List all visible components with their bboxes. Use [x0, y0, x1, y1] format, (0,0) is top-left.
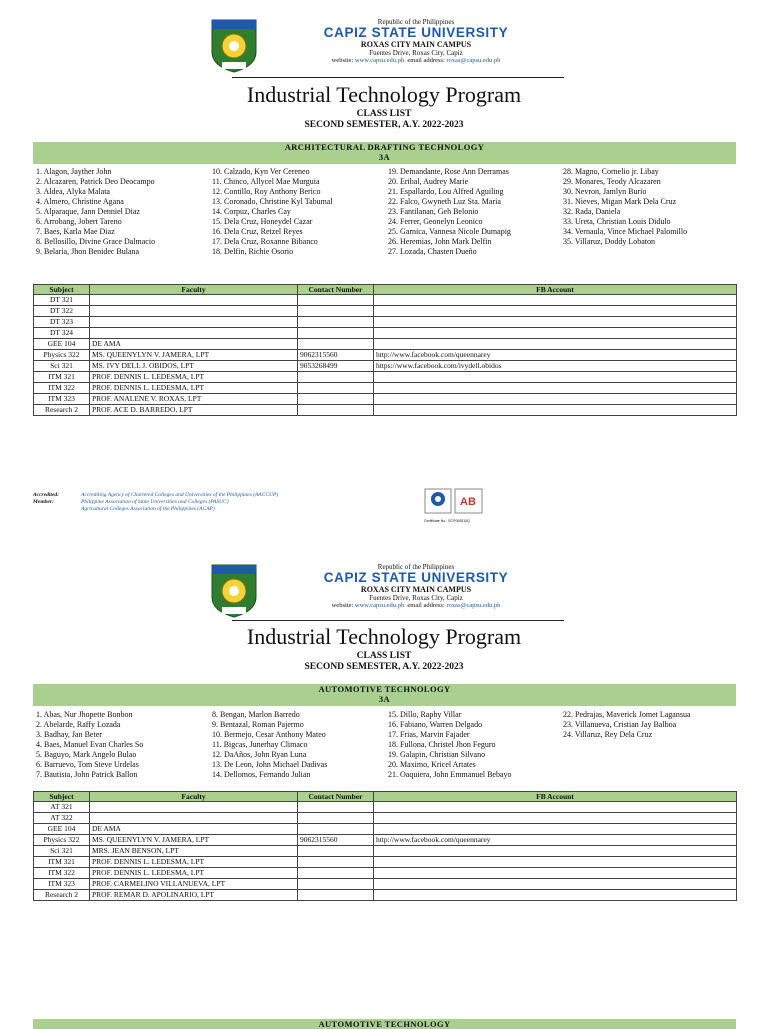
student-name: 23. Fantilanan, Geh Belonio [388, 207, 479, 216]
university-seal-icon [210, 563, 258, 619]
student-name: 7. Baes, Karla Mae Diaz [36, 227, 115, 236]
subject-cell: ITM 322 [34, 868, 90, 879]
class-list-title: CLASS LIST [356, 651, 412, 661]
student-name: 14. Corpuz, Charles Cay [212, 207, 291, 216]
contact-cell [298, 813, 374, 824]
subject-cell: Sci 321 [34, 846, 90, 857]
subject-cell: DT 324 [34, 328, 90, 339]
student-column [36, 710, 143, 780]
table-row [34, 824, 737, 835]
contact-cell [298, 339, 374, 350]
student-column [388, 710, 512, 780]
student-name: 27. Lozada, Chasten Dueño [388, 247, 477, 256]
fb-cell [374, 846, 737, 857]
fb-cell [374, 405, 737, 416]
certification-badge-icon [424, 488, 484, 514]
contact-cell: 9062315560 [298, 835, 374, 846]
faculty-cell: PROF. DENNIS L. LEDESMA, LPT [90, 868, 298, 879]
fb-cell[interactable]: http://www.facebook.com/queennarey [374, 350, 737, 361]
accreditation-block: Accredited: Accrediting Agency of Chartered Colleges and Universities of the Philippines (AACCUP) Member: Philippine Association of State Universities and Colleges (PASUC) Agricultural Colleges Association of the Philippines (ACAP) [33, 492, 279, 512]
header-divider [232, 620, 564, 621]
student-list-automotive [36, 710, 736, 782]
fb-cell [374, 328, 737, 339]
faculty-cell: MRS. JEAN BENSON, LPT [90, 846, 298, 857]
student-name: 23. Villanueva, Cristian Jay Balboa [563, 720, 677, 729]
table-row [34, 813, 737, 824]
subject-cell: DT 321 [34, 295, 90, 306]
student-column [212, 710, 327, 780]
contact-cell [298, 372, 374, 383]
student-name: 8. Bengan, Marlon Barredo [212, 710, 300, 719]
subject-header: Subject [34, 285, 90, 295]
table-row [34, 295, 737, 306]
fb-cell [374, 394, 737, 405]
student-name: 19. Demandante, Rose Ann Derramas [388, 167, 509, 176]
student-name: 7. Bautista, John Patrick Ballon [36, 770, 138, 779]
fb-cell [374, 306, 737, 317]
student-column [563, 710, 691, 740]
table-row [34, 846, 737, 857]
table-row [34, 383, 737, 394]
student-name: 4. Almero, Christine Agana [36, 197, 124, 206]
faculty-cell: PROF. DENNIS L. LEDESMA, LPT [90, 857, 298, 868]
contact-cell [298, 879, 374, 890]
faculty-cell: MS. QUEENYLYN V. JAMERA, LPT [90, 350, 298, 361]
subject-cell: GEE 104 [34, 824, 90, 835]
subject-cell: ITM 323 [34, 879, 90, 890]
contact-line: website: www.capsu.edu.ph email address: roxas@capsu.edu.ph [331, 57, 501, 64]
student-name: 34. Vernaula, Vince Michael Palomillo [563, 227, 688, 236]
course-band-architectural: ARCHITECTURAL DRAFTING TECHNOLOGY 3A [33, 142, 736, 164]
faculty-cell [90, 813, 298, 824]
contact-cell: 9053268499 [298, 361, 374, 372]
student-name: 16. Fabiano, Warren Delgado [388, 720, 483, 729]
student-name: 14. Dellomos, Fernando Julian [212, 770, 311, 779]
faculty-cell: MS. QUEENYLYN V. JAMERA, LPT [90, 835, 298, 846]
contact-cell [298, 317, 374, 328]
student-name: 25. Garnica, Vannesa Nicole Dumapig [388, 227, 511, 236]
university-seal-icon [210, 18, 258, 74]
student-name: 18. Delfin, Richie Osorio [212, 247, 294, 256]
faculty-cell: DE AMA [90, 339, 298, 350]
student-name: 1. Alagon, Jayther John [36, 167, 112, 176]
fb-cell [374, 824, 737, 835]
student-name: 28. Magno, Cornelio jr. Libay [563, 167, 659, 176]
student-name: 17. Frias, Marvin Fajader [388, 730, 470, 739]
student-name: 6. Arrobang, Jobert Tareno [36, 217, 122, 226]
student-name: 31. Nieves, Migan Mark Dela Cruz [563, 197, 677, 206]
fb-cell [374, 890, 737, 901]
student-name: 4. Baes, Manuel Evan Charles So [36, 740, 144, 749]
contact-cell [298, 383, 374, 394]
faculty-cell [90, 306, 298, 317]
student-name: 26. Heremias, John Mark Delfin [388, 237, 492, 246]
student-name: 2. Abelarde, Raffy Lozada [36, 720, 121, 729]
student-name: 15. Dillo, Raphy Villar [388, 710, 462, 719]
student-name: 29. Monares, Teody Alcazaren [563, 177, 661, 186]
subject-cell: Research 2 [34, 890, 90, 901]
svg-text:AB: AB [460, 496, 476, 508]
fb-cell [374, 372, 737, 383]
table-row [34, 857, 737, 868]
header-divider [232, 77, 564, 78]
student-name: 13. Coronado, Christine Kyl Tabumal [212, 197, 333, 206]
contact-header: Contact Number [298, 285, 374, 295]
student-column [563, 167, 687, 247]
student-name: 10. Calzado, Kyn Ver Cereneo [212, 167, 310, 176]
student-name: 10. Bermejo, Cesar Anthony Mateo [212, 730, 326, 739]
table-row [34, 405, 737, 416]
student-column [36, 167, 155, 257]
student-list-architectural [36, 167, 736, 259]
subject-cell: AT 321 [34, 802, 90, 813]
student-name: 20. Maximo, Kricel Artates [388, 760, 476, 769]
fb-cell [374, 879, 737, 890]
student-name: 30. Nevron, Jamlyn Burio [563, 187, 647, 196]
faculty-cell: DE AMA [90, 824, 298, 835]
subject-cell: DT 322 [34, 306, 90, 317]
fb-header: FB Account [374, 792, 737, 802]
contact-cell [298, 857, 374, 868]
student-name: 32. Rada, Daniela [563, 207, 621, 216]
student-name: 15. Dela Cruz, Honeydel Cazar [212, 217, 313, 226]
subject-cell: ITM 323 [34, 394, 90, 405]
faculty-cell: PROF. CARMELINO VILLANUEVA, LPT [90, 879, 298, 890]
student-name: 9. Belaria, Jhon Benidec Bulana [36, 247, 140, 256]
semester-title: SECOND SEMESTER, A.Y. 2022-2023 [304, 662, 464, 672]
table-row [34, 306, 737, 317]
fb-cell [374, 317, 737, 328]
student-name: 24. Ferrer, Geonelyn Leonico [388, 217, 483, 226]
table-row [34, 394, 737, 405]
student-name: 2. Alcazaren, Patrick Deo Deocampo [36, 177, 155, 186]
student-name: 18. Fullona, Christel Jhon Feguro [388, 740, 496, 749]
table-row [34, 317, 737, 328]
website-link[interactable]: www.capsu.edu.ph [354, 57, 405, 64]
student-name: 3. Badhay, Jan Beter [36, 730, 102, 739]
subject-cell: AT 322 [34, 813, 90, 824]
subject-cell: ITM 321 [34, 372, 90, 383]
fb-cell [374, 339, 737, 350]
fb-cell [374, 383, 737, 394]
table-row [34, 868, 737, 879]
contact-cell [298, 890, 374, 901]
student-name: 12. Contillo, Roy Anthony Berico [212, 187, 321, 196]
email-link[interactable]: roxas@capsu.edu.ph [446, 57, 501, 64]
course-band-next: AUTOMOTIVE TECHNOLOGY [33, 1019, 736, 1029]
contact-cell [298, 394, 374, 405]
fb-header: FB Account [374, 285, 737, 295]
student-name: 22. Pedrajas, Maverick Jomet Lagansua [563, 710, 691, 719]
student-name: 13. De Leon, John Michael Dadivas [212, 760, 328, 769]
republic-line: Republic of the Philippines [377, 18, 455, 26]
subject-cell: Sci 321 [34, 361, 90, 372]
subject-cell: DT 323 [34, 317, 90, 328]
faculty-cell: PROF. ACE D. BARREDO, LPT [90, 405, 298, 416]
student-name: 3. Aldea, Alyka Malata [36, 187, 110, 196]
fb-cell [374, 868, 737, 879]
fb-cell [374, 857, 737, 868]
faculty-cell: PROF. REMAR D. APOLINARIO, LPT [90, 890, 298, 901]
subject-cell: ITM 321 [34, 857, 90, 868]
subject-cell: Physics 322 [34, 835, 90, 846]
program-title: Industrial Technology Program [246, 82, 522, 107]
letterhead: Republic of the Philippines CAPIZ STATE UNIVERSITY ROXAS CITY MAIN CAMPUS Fuentes Drive, Roxas City, Capiz website: www.capsu.edu.ph email address: roxas@capsu.edu.ph [210, 563, 565, 643]
contact-cell [298, 868, 374, 879]
student-name: 33. Ureta, Christian Louis Didulo [563, 217, 671, 226]
student-name: 21. Espallardo, Lou Alfred Aguiling [388, 187, 504, 196]
email-link[interactable]: roxas@capsu.edu.ph [446, 602, 501, 609]
class-list-title: CLASS LIST [356, 109, 412, 119]
student-name: 11. Bigcas, Junerhay Climaco [212, 740, 308, 749]
table-row [34, 361, 737, 372]
certification-logos [424, 488, 484, 523]
fb-cell[interactable]: https://www.facebook.com/ivydell.obidos [374, 361, 737, 372]
student-name: 16. Dela Cruz, Retzel Reyes [212, 227, 303, 236]
fb-cell [374, 813, 737, 824]
faculty-cell: PROF. DENNIS L. LEDESMA, LPT [90, 372, 298, 383]
faculty-cell [90, 802, 298, 813]
faculty-cell: PROF. ANALENE V. ROXAS, LPT [90, 394, 298, 405]
student-column [388, 167, 511, 257]
course-band-automotive: AUTOMOTIVE TECHNOLOGY 3A [33, 684, 736, 706]
student-name: 17. Dela Cruz, Roxanne Bibanco [212, 237, 318, 246]
faculty-cell: MS. IVY DELL J. OBIDOS, LPT [90, 361, 298, 372]
student-name: 8. Bellosillo, Divine Grace Dalmacio [36, 237, 156, 246]
table-row [34, 835, 737, 846]
subject-cell: Research 2 [34, 405, 90, 416]
contact-cell [298, 405, 374, 416]
student-name: 21. Oaquiera, John Emmanuel Bebayo [388, 770, 512, 779]
contact-cell [298, 306, 374, 317]
contact-cell [298, 824, 374, 835]
table-row [34, 802, 737, 813]
student-name: 5. Alparaque, Jann Denniel Diaz [36, 207, 140, 216]
student-column [212, 167, 333, 257]
student-name: 35. Villaruz, Doddy Lobaton [563, 237, 656, 246]
fb-cell [374, 295, 737, 306]
faculty-cell [90, 328, 298, 339]
table-row [34, 372, 737, 383]
student-name: 9. Bentazal, Roman Pajermo [212, 720, 304, 729]
fb-cell[interactable]: http://www.facebook.com/queennarey [374, 835, 737, 846]
faculty-header: Faculty [90, 792, 298, 802]
table-row [34, 879, 737, 890]
student-name: 5. Baguyo, Mark Angelo Bulao [36, 750, 137, 759]
program-title: Industrial Technology Program [246, 624, 522, 649]
subject-cell: Physics 322 [34, 350, 90, 361]
faculty-cell [90, 317, 298, 328]
student-name: 24. Villaruz, Rey Dela Cruz [563, 730, 653, 739]
table-row [34, 339, 737, 350]
table-row [34, 328, 737, 339]
campus-name: ROXAS CITY MAIN CAMPUS [360, 40, 472, 49]
student-name: 19. Galapin, Christian Silvano [388, 750, 486, 759]
faculty-table-architectural [33, 284, 737, 416]
table-row [34, 350, 737, 361]
student-name: 6. Barruevo, Tom Steve Urdelas [36, 760, 139, 769]
certificate-number: Certificate No.: SCP000810Q [424, 519, 470, 523]
table-row [34, 890, 737, 901]
faculty-table-automotive [33, 791, 737, 901]
semester-title: SECOND SEMESTER, A.Y. 2022-2023 [304, 120, 464, 130]
contact-cell [298, 295, 374, 306]
contact-cell [298, 328, 374, 339]
fb-cell [374, 802, 737, 813]
faculty-cell [90, 295, 298, 306]
subject-cell: GEE 104 [34, 339, 90, 350]
contact-cell: 9062315560 [298, 350, 374, 361]
university-name: CAPIZ STATE UNIVERSITY [323, 25, 509, 40]
subject-header: Subject [34, 792, 90, 802]
student-name: 12. DaAños, John Ryan Luna [212, 750, 307, 759]
student-name: 22. Falco, Gwyneth Luz Sta. Maria [388, 197, 501, 206]
faculty-cell: PROF. DENNIS L. LEDESMA, LPT [90, 383, 298, 394]
contact-cell [298, 846, 374, 857]
address: Fuentes Drive, Roxas City, Capiz [369, 49, 463, 57]
subject-cell: ITM 322 [34, 383, 90, 394]
student-name: 20. Eribal, Audrey Marie [388, 177, 469, 186]
website-link[interactable]: www.capsu.edu.ph [354, 602, 405, 609]
contact-cell [298, 802, 374, 813]
student-name: 1. Abas, Nur Jhopette Bonbon [36, 710, 133, 719]
student-name: 11. Chinco, Allycel Mae Murguia [212, 177, 320, 186]
faculty-header: Faculty [90, 285, 298, 295]
contact-header: Contact Number [298, 792, 374, 802]
